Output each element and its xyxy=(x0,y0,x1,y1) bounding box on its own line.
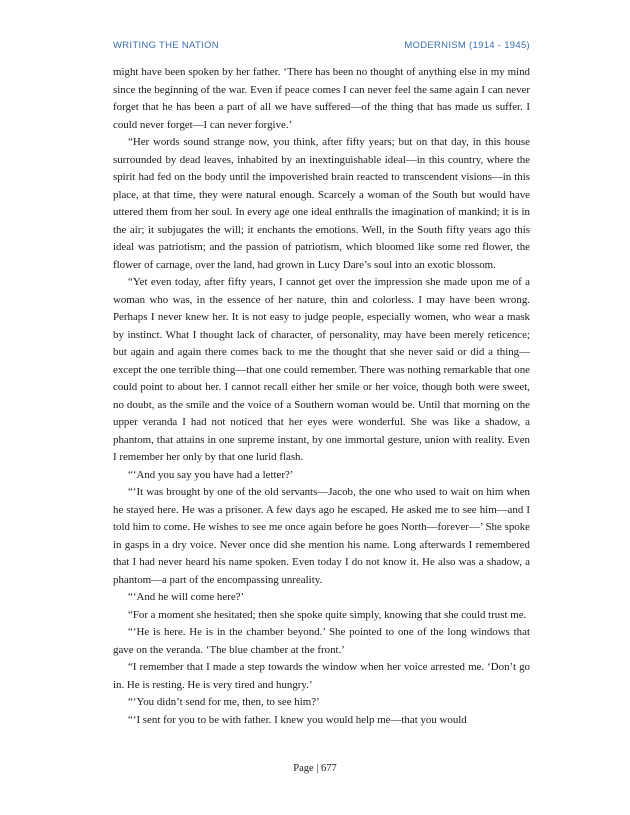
paragraph: “I remember that I made a step towards the window when her voice arrested me. ‘Don’t go in. He is resting. He is very tired and hungry.’ xyxy=(113,661,530,691)
paragraph-dialogue: “‘And he will come here?’ xyxy=(128,591,245,603)
page-separator: | xyxy=(316,763,319,774)
body-text xyxy=(113,64,530,729)
page-number: 677 xyxy=(321,763,337,774)
paragraph: “Yet even today, after fifty years, I cannot get over the impression she made upon me of a woman who was, in the essence of her nature, thin and colorless. I may have been wrong. Perhaps I never knew her. It is not easy to judge people, especially women, who wear a mask by instinct. What I thought lack of character, of personality, may have been merely reticence; but again and again there comes back to me the thought that she never said or did a thing—except the one terrible thing—that one could remember. There was nothing remarkable that one could point to about her. I cannot recall either her smile or her voice, though both were sweet, no doubt, as the smile and the voice of a Southern woman would be. Until that morning on the upper veranda I had not noticed that her eyes were wonderful. She was like a shadow, a phantom, that attains in one supreme instant, by one immortal gesture, union with reality. Even I remember her only by that one lurid flash. xyxy=(113,276,530,463)
paragraph-dialogue: “‘And you say you have had a letter?’ xyxy=(128,468,294,481)
header-section-title: MODERNISM (1914 - 1945) xyxy=(404,40,530,51)
paragraph-dialogue: “‘You didn’t send for me, then, to see him?’ xyxy=(128,696,320,708)
paragraph: “‘It was brought by one of the old servants—Jacob, the one who used to wait on him when he stayed here. He was a prisoner. A few days ago he escaped. He asked me to see him—and I told him to come. He wishes to see me once again before he goes North—forever—’ She spoke in gasps in a dry voice. Never once did she mention his name. Long afterwards I remembered that I had never heard his name spoken. Even today I do not know it. He also was a shadow, a phantom—a part of the encompassing unreality. xyxy=(113,486,530,586)
header-collection-title: WRITING THE NATION xyxy=(113,40,219,51)
paragraph: “For a moment she hesitated; then she spoke quite simply, knowing that she could trust me. xyxy=(128,608,527,621)
paragraph: “Her words sound strange now, you think, after fifty years; but on that day, in this house surrounded by dead leaves, inhabited by an inextinguishable ideal—in this country, where the spirit had fed on the body until the impoverished brain reacted to transcendent visions—in this place, at that time, they were natural enough. Scarcely a woman of the South but would have uttered them from her soul. In every age one ideal enthralls the imagination of mankind; it is in the air; it subjugates the will; it enchants the emotions. Well, in the South fifty years ago this ideal was patriotism; and the passion of patriotism, which bloomed like some red flower, the flower of carnage, over the land, had grown in Lucy Dare’s soul into an exotic blossom. xyxy=(113,136,530,271)
page-label: Page xyxy=(293,763,314,774)
paragraph-continuation: might have been spoken by her father. ‘There has been no thought of anything else in my mind since the beginning of the war. Even if peace comes I can never feel the same again I can never forget that he has been a part of all we have suffered—of the thing that has made us suffer. I could never forget—I can never forgive.’ xyxy=(113,66,530,131)
paragraph: “‘He is here. He is in the chamber beyond.’ She pointed to one of the long windows that gave on the veranda. ‘The blue chamber at the front.’ xyxy=(113,626,530,656)
running-header xyxy=(113,40,530,54)
paragraph: “‘I sent for you to be with father. I knew you would help me—that you would xyxy=(128,713,467,726)
page-footer xyxy=(0,763,630,774)
